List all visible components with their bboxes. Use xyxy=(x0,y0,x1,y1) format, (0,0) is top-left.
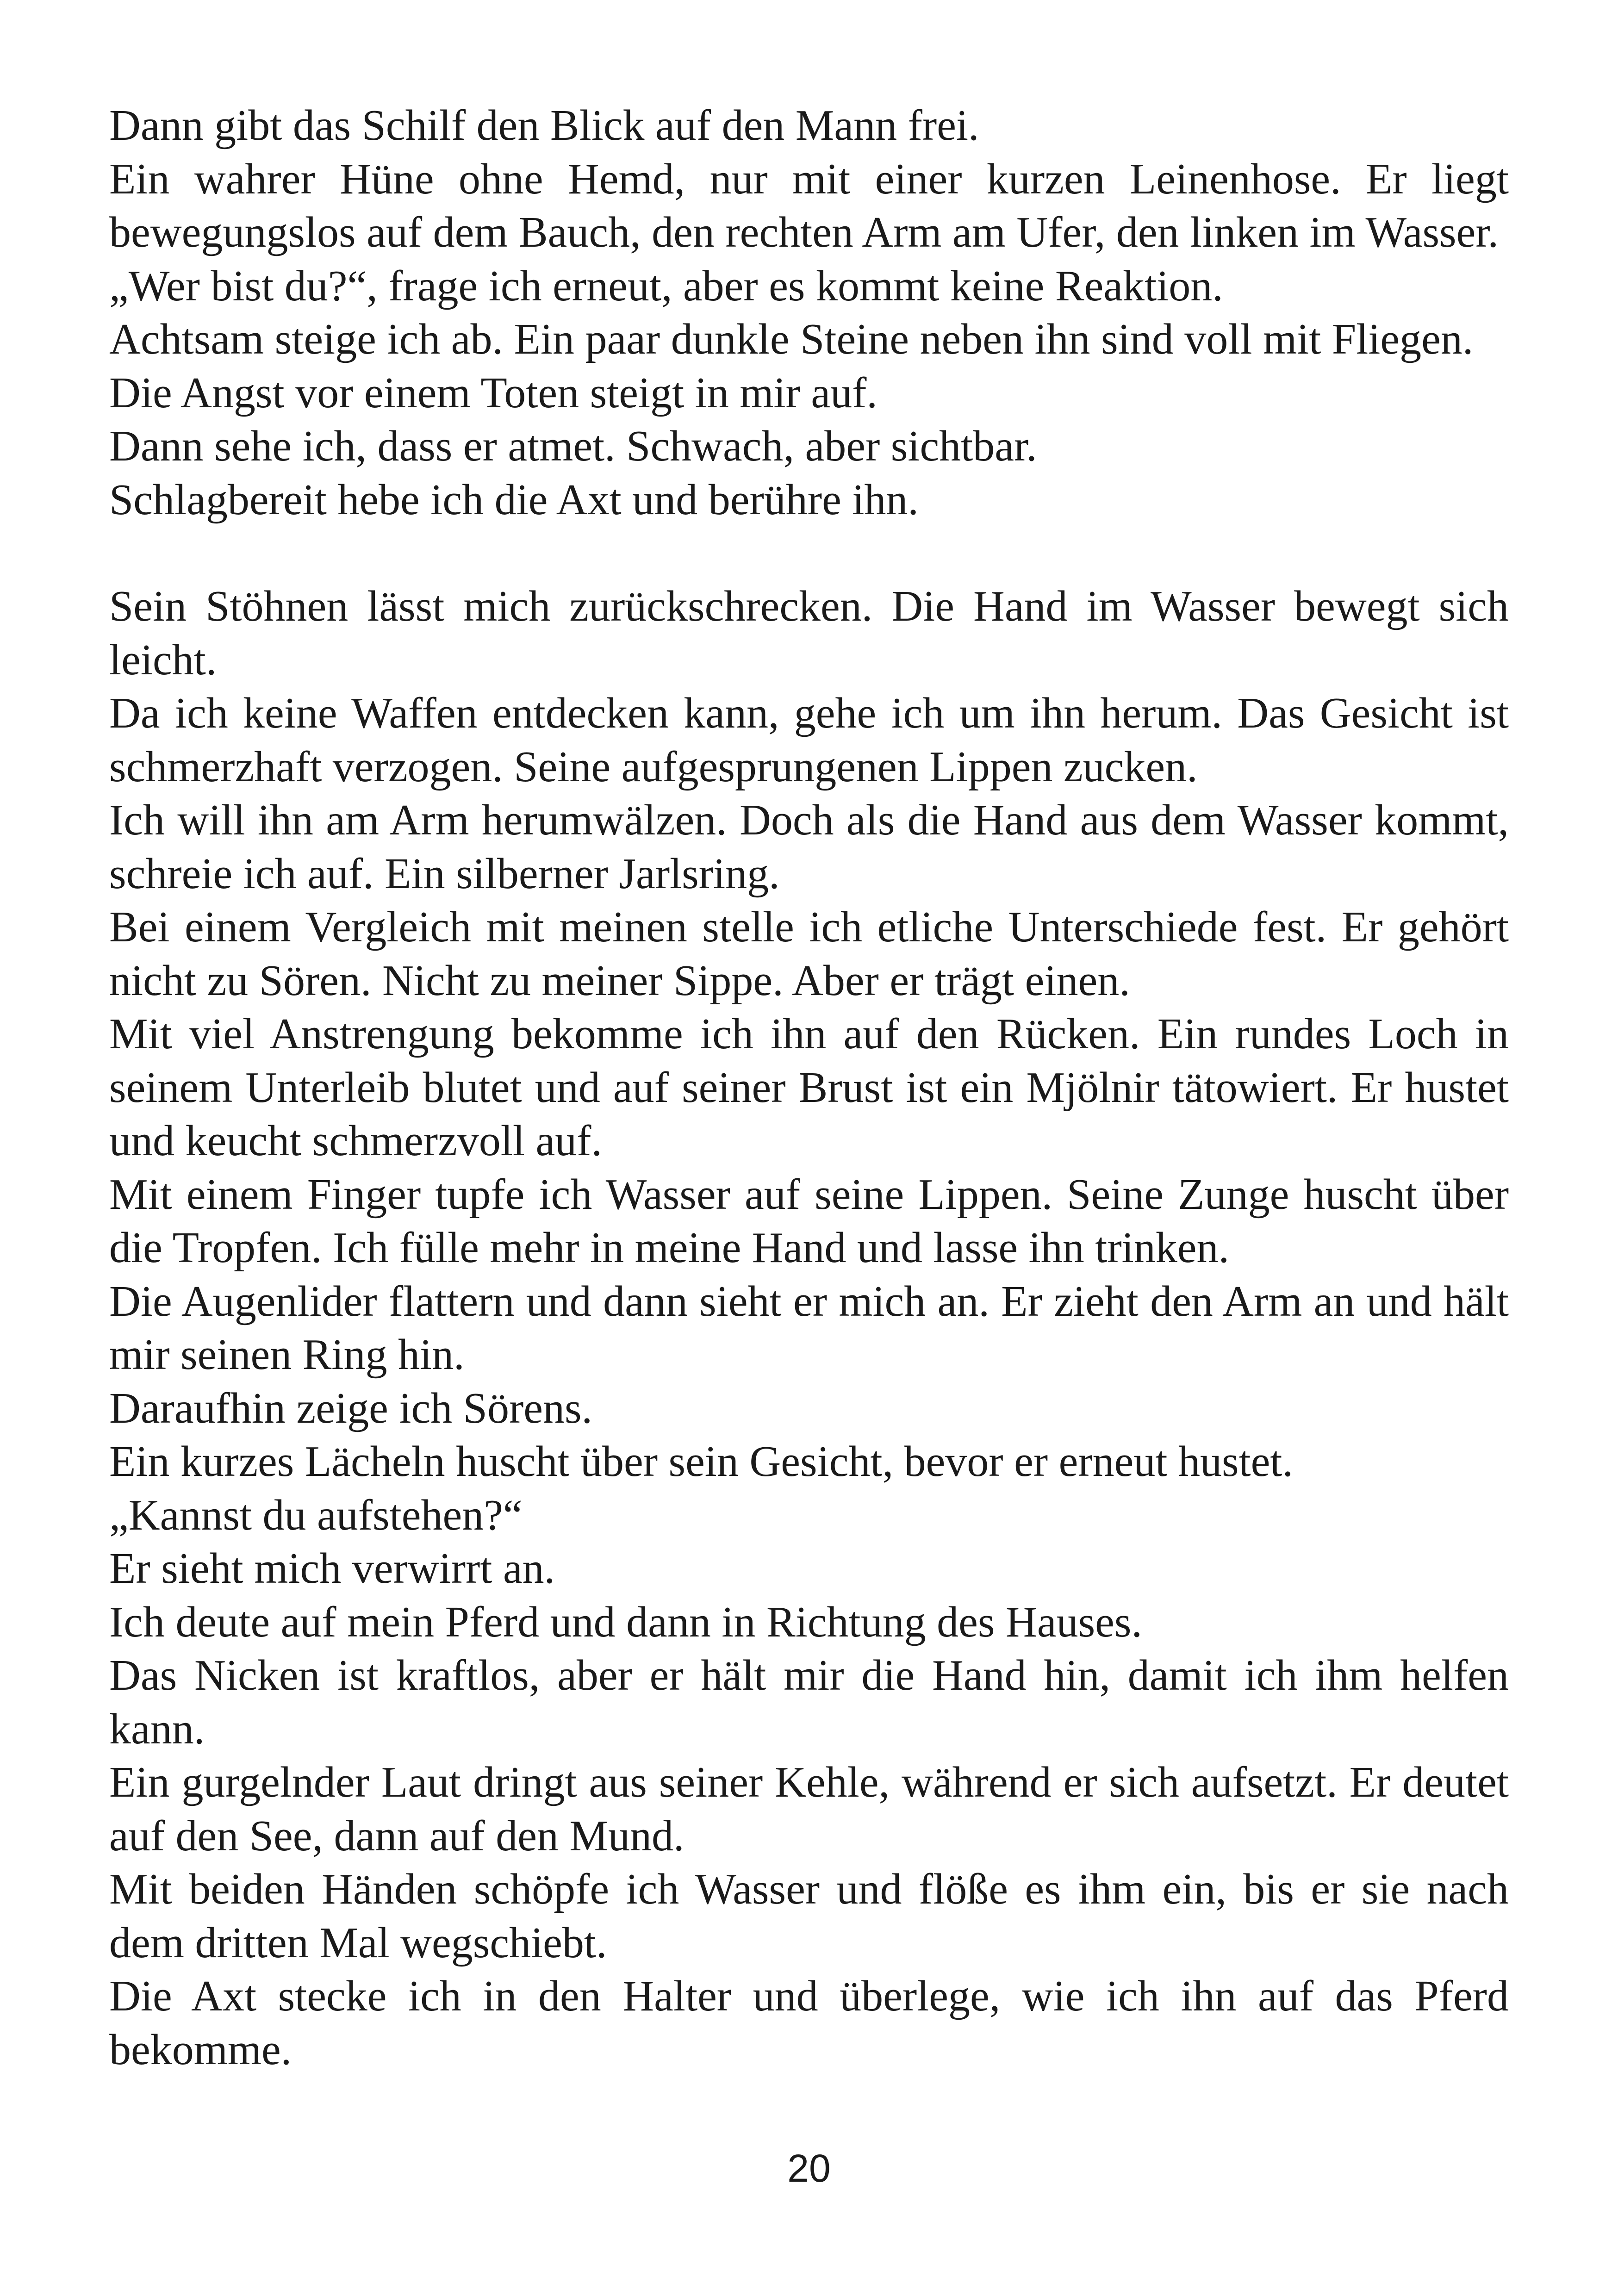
paragraph: Die Axt stecke ich in den Halter und überlege, wie ich ihn auf das Pferd bekomme. xyxy=(109,1972,1509,2074)
paragraph: Dann gibt das Schilf den Blick auf den Mann frei. xyxy=(109,101,979,149)
paragraph: Achtsam steige ich ab. Ein paar dunkle Steine neben ihn sind voll mit Fliegen. xyxy=(109,315,1474,363)
paragraph: Da ich keine Waffen entdecken kann, gehe ich um ihn herum. Das Gesicht ist schmerzhaft verzogen. Seine aufgesprungenen Lippen zucken. xyxy=(109,689,1509,791)
paragraph: Daraufhin zeige ich Sörens. xyxy=(109,1384,593,1432)
paragraph: Die Augenlider flattern und dann sieht er mich an. Er zieht den Arm an und hält mir seinen Ring hin. xyxy=(109,1277,1509,1379)
paragraph: Sein Stöhnen lässt mich zurückschrecken. Die Hand im Wasser bewegt sich leicht. xyxy=(109,582,1509,684)
paragraph: Er sieht mich verwirrt an. xyxy=(109,1544,555,1593)
paragraph: Ein gurgelnder Laut dringt aus seiner Kehle, während er sich aufsetzt. Er deutet auf den See, dann auf den Mund. xyxy=(109,1758,1509,1860)
paragraph: Bei einem Vergleich mit meinen stelle ich etliche Unterschiede fest. Er gehört nicht zu Sören. Nicht zu meiner Sippe. Aber er trägt einen. xyxy=(109,903,1509,1005)
body-text xyxy=(109,99,1509,2077)
paragraph: Mit einem Finger tupfe ich Wasser auf seine Lippen. Seine Zunge huscht über die Tropfen. Ich fülle mehr in meine Hand und lasse ihn trinken. xyxy=(109,1170,1509,1272)
paragraph: „Kannst du aufstehen?“ xyxy=(109,1491,523,1539)
paragraph: Ich will ihn am Arm herumwälzen. Doch als die Hand aus dem Wasser kommt, schreie ich auf. Ein silberner Jarlsring. xyxy=(109,796,1509,898)
paragraph: Mit viel Anstrengung bekomme ich ihn auf den Rücken. Ein rundes Loch in seinem Unterleib blutet und auf seiner Brust ist ein Mjölnir tätowiert. Er hustet und keucht schmerzvoll auf. xyxy=(109,1010,1509,1165)
paragraph: Ein wahrer Hüne ohne Hemd, nur mit einer kurzen Leinenhose. Er liegt bewegungslos auf dem Bauch, den rechten Arm am Ufer, den linken im Wasser. xyxy=(109,155,1509,256)
paragraph: Dann sehe ich, dass er atmet. Schwach, aber sichtbar. xyxy=(109,422,1037,470)
paragraph: Die Angst vor einem Toten steigt in mir auf. xyxy=(109,368,877,417)
paragraph: Mit beiden Händen schöpfe ich Wasser und flöße es ihm ein, bis er sie nach dem dritten Mal wegschiebt. xyxy=(109,1865,1509,1967)
paragraph: Das Nicken ist kraftlos, aber er hält mir die Hand hin, damit ich ihm helfen kann. xyxy=(109,1651,1509,1753)
paragraph: Ein kurzes Lächeln huscht über sein Gesicht, bevor er erneut hustet. xyxy=(109,1437,1294,1486)
paragraph: „Wer bist du?“, frage ich erneut, aber es kommt keine Reaktion. xyxy=(109,261,1223,310)
paragraph: Ich deute auf mein Pferd und dann in Richtung des Hauses. xyxy=(109,1598,1142,1646)
page-number: 20 xyxy=(787,2147,831,2190)
paragraph: Schlagbereit hebe ich die Axt und berühre ihn. xyxy=(109,475,919,524)
